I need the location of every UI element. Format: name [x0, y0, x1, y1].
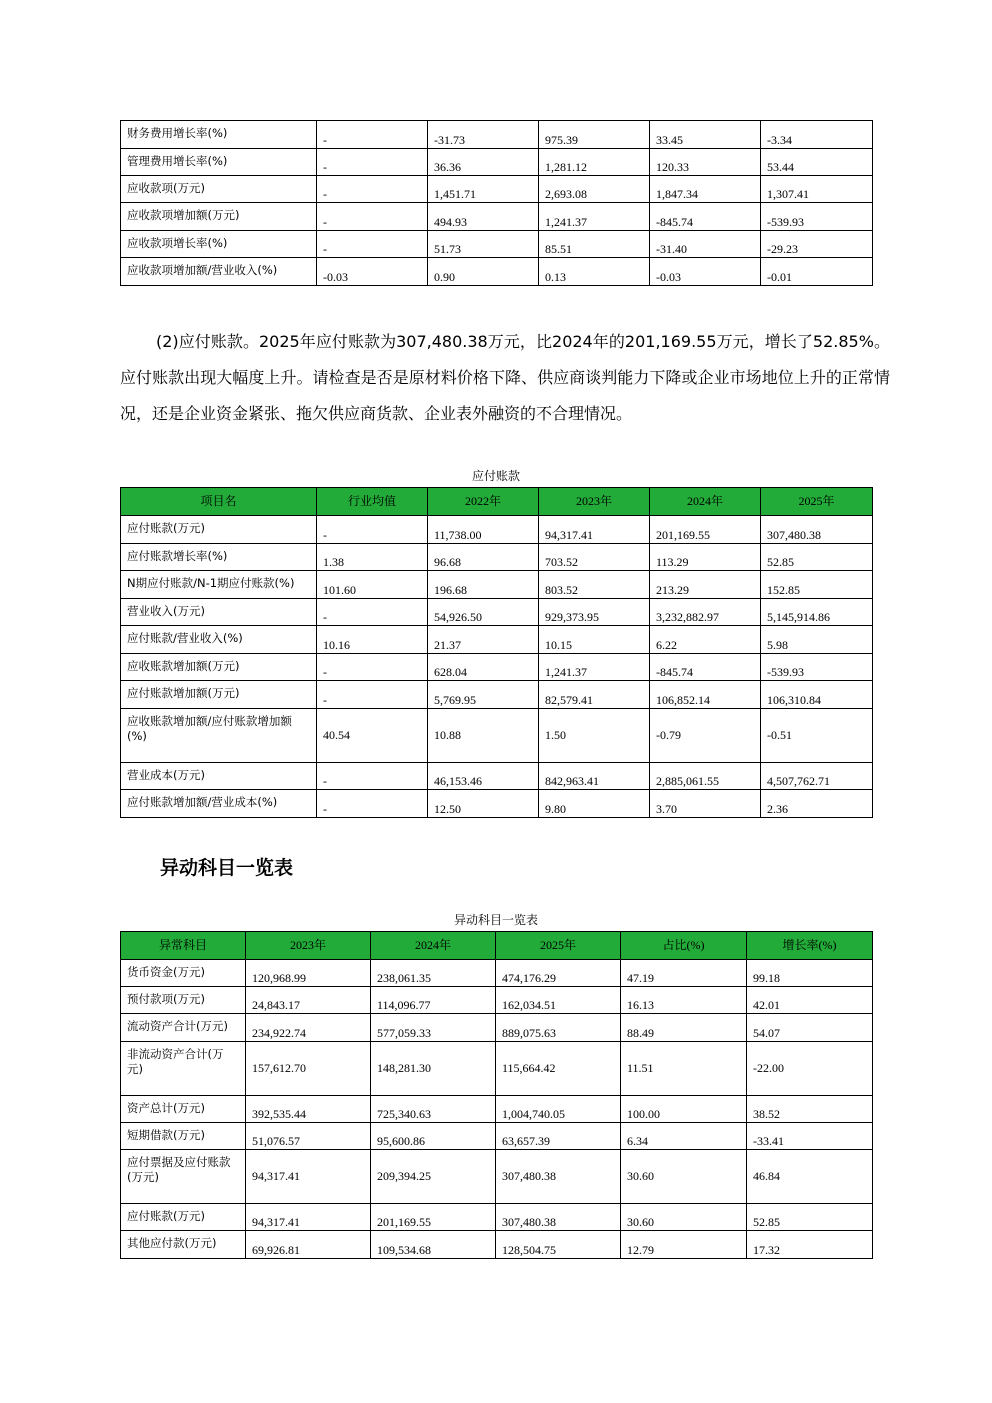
table-caption: 应付账款 [471, 469, 520, 483]
table-cell: 46,153.46 [428, 763, 539, 790]
table-cell: - [317, 121, 428, 149]
table-cell: 63,657.39 [496, 1123, 621, 1150]
row-label: 应付账款增加额/营业成本(%) [121, 790, 317, 818]
table-cell: -0.03 [317, 258, 428, 286]
table-cell: - [317, 176, 428, 203]
table-cell: 85.51 [539, 231, 650, 258]
table-body [121, 121, 873, 286]
table-body [121, 960, 873, 1259]
table-cell: 162,034.51 [496, 987, 621, 1014]
table-cell: 42.01 [747, 987, 873, 1014]
row-label: 应付账款(万元) [121, 1204, 246, 1231]
table-cell: 9.80 [539, 790, 650, 818]
expense-receivables-table [120, 120, 873, 286]
column-header: 占比(%) [621, 932, 747, 960]
table-cell: 88.49 [621, 1014, 747, 1042]
table-cell: -33.41 [747, 1123, 873, 1150]
table-cell: 238,061.35 [371, 960, 496, 987]
row-label: 预付款项(万元) [121, 987, 246, 1014]
row-label: 管理费用增长率(%) [121, 149, 317, 176]
table-cell: 12.79 [621, 1231, 747, 1259]
table-cell: 115,664.42 [496, 1042, 621, 1096]
table-cell: 213.29 [650, 571, 761, 599]
table-cell: 725,340.63 [371, 1096, 496, 1123]
column-header: 2025年 [761, 488, 873, 516]
table-cell: 5.98 [761, 626, 873, 654]
table-row [121, 1150, 873, 1204]
table-cell: 101.60 [317, 571, 428, 599]
table-cell: 30.60 [621, 1150, 747, 1204]
row-label: 应付账款(万元) [121, 516, 317, 544]
table-cell: 109,534.68 [371, 1231, 496, 1259]
row-label: 应收款项(万元) [121, 176, 317, 203]
table-cell: 51.73 [428, 231, 539, 258]
table-cell: 1,847.34 [650, 176, 761, 203]
table-row [121, 571, 873, 599]
table-cell: 100.00 [621, 1096, 747, 1123]
table-row [121, 599, 873, 626]
table-row [121, 544, 873, 571]
table-cell: 17.32 [747, 1231, 873, 1259]
table-cell: 99.18 [747, 960, 873, 987]
table-cell: 152.85 [761, 571, 873, 599]
table-cell: 1.50 [539, 709, 650, 763]
table-cell: 1,241.37 [539, 654, 650, 681]
table-row [121, 654, 873, 681]
table-cell: - [317, 681, 428, 709]
table-cell: -845.74 [650, 203, 761, 231]
table-header-row [121, 488, 873, 516]
table-cell: 33.45 [650, 121, 761, 149]
table-row [121, 231, 873, 258]
table-cell: -0.03 [650, 258, 761, 286]
table-cell: -539.93 [761, 654, 873, 681]
table-cell: 157,612.70 [246, 1042, 371, 1096]
table-cell: 5,769.95 [428, 681, 539, 709]
column-header: 2024年 [371, 932, 496, 960]
table-cell: - [317, 516, 428, 544]
row-label: 货币资金(万元) [121, 960, 246, 987]
table-row [121, 516, 873, 544]
table-cell: 10.15 [539, 626, 650, 654]
table-cell: 0.13 [539, 258, 650, 286]
table-cell: 95,600.86 [371, 1123, 496, 1150]
table-cell: 392,535.44 [246, 1096, 371, 1123]
table-cell: 703.52 [539, 544, 650, 571]
table-cell: 128,504.75 [496, 1231, 621, 1259]
table-row [121, 1014, 873, 1042]
table-cell: 1.38 [317, 544, 428, 571]
table-cell: 201,169.55 [371, 1204, 496, 1231]
table-row [121, 1123, 873, 1150]
table-cell: 82,579.41 [539, 681, 650, 709]
table-cell: - [317, 763, 428, 790]
row-label: 流动资产合计(万元) [121, 1014, 246, 1042]
table-row [121, 960, 873, 987]
table-cell: 1,241.37 [539, 203, 650, 231]
column-header: 项目名 [121, 488, 317, 516]
table-cell: 842,963.41 [539, 763, 650, 790]
table-cell: 4,507,762.71 [761, 763, 873, 790]
table-cell: 113.29 [650, 544, 761, 571]
table-cell: - [317, 231, 428, 258]
table-row [121, 763, 873, 790]
accounts-payable-table [120, 487, 873, 818]
table-cell: 10.16 [317, 626, 428, 654]
table-cell: 6.22 [650, 626, 761, 654]
column-header: 2023年 [539, 488, 650, 516]
table-row [121, 626, 873, 654]
table-cell: 494.93 [428, 203, 539, 231]
table-row [121, 790, 873, 818]
table-cell: 3.70 [650, 790, 761, 818]
table-cell: 24,843.17 [246, 987, 371, 1014]
row-label: 应付账款增长率(%) [121, 544, 317, 571]
table-cell: 46.84 [747, 1150, 873, 1204]
row-label: 非流动资产合计(万元) [121, 1042, 246, 1096]
table-cell: -539.93 [761, 203, 873, 231]
table-cell: 307,480.38 [496, 1204, 621, 1231]
table-caption: 异动科目一览表 [453, 913, 538, 927]
table-header-row [121, 932, 873, 960]
row-label: N期应付账款/N-1期应付账款(%) [121, 571, 317, 599]
table-cell: - [317, 203, 428, 231]
table-cell: -0.79 [650, 709, 761, 763]
table-cell: 96.68 [428, 544, 539, 571]
table-cell: 10.88 [428, 709, 539, 763]
table-cell: 148,281.30 [371, 1042, 496, 1096]
table-cell: -31.73 [428, 121, 539, 149]
column-header: 2023年 [246, 932, 371, 960]
section-heading: 异动科目一览表 [160, 857, 294, 879]
table-cell: 628.04 [428, 654, 539, 681]
accounts-payable-paragraph: (2)应付账款。2025年应付账款为307,480.38万元，比2024年的201,169.55万元，增长了52.85%。应付账款出现大幅度上升。请检查是否是原材料价格下降、供应商谈判能力下降或企业市场地位上升的正常情况，还是企业资金紧张、拖欠供应商货款、企业表外融资的不合理情况。 [120, 332, 890, 423]
table-cell: 196.68 [428, 571, 539, 599]
table-cell: 307,480.38 [496, 1150, 621, 1204]
table-cell: 11,738.00 [428, 516, 539, 544]
table-cell: 307,480.38 [761, 516, 873, 544]
column-header: 2022年 [428, 488, 539, 516]
table-cell: 114,096.77 [371, 987, 496, 1014]
table-cell: 106,310.84 [761, 681, 873, 709]
table-cell: 1,451.71 [428, 176, 539, 203]
table-cell: 2.36 [761, 790, 873, 818]
table-row [121, 203, 873, 231]
table-cell: -3.34 [761, 121, 873, 149]
table-cell: - [317, 654, 428, 681]
table-row [121, 149, 873, 176]
table-cell: 21.37 [428, 626, 539, 654]
table-cell: -0.01 [761, 258, 873, 286]
table-cell: 52.85 [747, 1204, 873, 1231]
table-cell: 577,059.33 [371, 1014, 496, 1042]
row-label: 其他应付款(万元) [121, 1231, 246, 1259]
table-cell: 53.44 [761, 149, 873, 176]
row-label: 资产总计(万元) [121, 1096, 246, 1123]
row-label: 应付账款增加额(万元) [121, 681, 317, 709]
table-cell: 5,145,914.86 [761, 599, 873, 626]
table-cell: 803.52 [539, 571, 650, 599]
table-cell: 40.54 [317, 709, 428, 763]
column-header: 2024年 [650, 488, 761, 516]
table-cell: 54.07 [747, 1014, 873, 1042]
row-label: 应收账款增加额/应付账款增加额(%) [121, 709, 317, 763]
column-header: 异常科目 [121, 932, 246, 960]
column-header: 增长率(%) [747, 932, 873, 960]
row-label: 应收款项增加额/营业收入(%) [121, 258, 317, 286]
table-cell: 1,004,740.05 [496, 1096, 621, 1123]
row-label: 营业收入(万元) [121, 599, 317, 626]
table-cell: -29.23 [761, 231, 873, 258]
table-cell: 975.39 [539, 121, 650, 149]
table-row [121, 987, 873, 1014]
table-cell: 2,693.08 [539, 176, 650, 203]
table-cell: 209,394.25 [371, 1150, 496, 1204]
row-label: 应收款项增长率(%) [121, 231, 317, 258]
row-label: 财务费用增长率(%) [121, 121, 317, 149]
table-cell: 11.51 [621, 1042, 747, 1096]
table-cell: 201,169.55 [650, 516, 761, 544]
table-cell: -845.74 [650, 654, 761, 681]
table-row [121, 1042, 873, 1096]
table-cell: 929,373.95 [539, 599, 650, 626]
table-cell: 94,317.41 [539, 516, 650, 544]
table-cell: 36.36 [428, 149, 539, 176]
table-cell: 234,922.74 [246, 1014, 371, 1042]
row-label: 短期借款(万元) [121, 1123, 246, 1150]
table-cell: 120.33 [650, 149, 761, 176]
table-cell: -31.40 [650, 231, 761, 258]
table-body [121, 516, 873, 818]
row-label: 应收账款增加额(万元) [121, 654, 317, 681]
table-row [121, 176, 873, 203]
table-cell: 54,926.50 [428, 599, 539, 626]
table-row [121, 121, 873, 149]
table-cell: 889,075.63 [496, 1014, 621, 1042]
table-cell: 120,968.99 [246, 960, 371, 987]
table-row [121, 258, 873, 286]
table-cell: 38.52 [747, 1096, 873, 1123]
column-header: 2025年 [496, 932, 621, 960]
table-cell: 30.60 [621, 1204, 747, 1231]
row-label: 应收款项增加额(万元) [121, 203, 317, 231]
table-cell: 52.85 [761, 544, 873, 571]
column-header: 行业均值 [317, 488, 428, 516]
table-cell: 16.13 [621, 987, 747, 1014]
row-label: 应付票据及应付账款(万元) [121, 1150, 246, 1204]
abnormal-items-table [120, 931, 873, 1259]
row-label: 应付账款/营业收入(%) [121, 626, 317, 654]
table-cell: 106,852.14 [650, 681, 761, 709]
table-cell: 47.19 [621, 960, 747, 987]
table-row [121, 1096, 873, 1123]
table-cell: -0.51 [761, 709, 873, 763]
table-cell: 2,885,061.55 [650, 763, 761, 790]
table-cell: 474,176.29 [496, 960, 621, 987]
table-cell: - [317, 599, 428, 626]
table-cell: - [317, 149, 428, 176]
table-cell: 51,076.57 [246, 1123, 371, 1150]
table-cell: 94,317.41 [246, 1150, 371, 1204]
table-cell: 6.34 [621, 1123, 747, 1150]
table-cell: 94,317.41 [246, 1204, 371, 1231]
row-label: 营业成本(万元) [121, 763, 317, 790]
table-cell: 3,232,882.97 [650, 599, 761, 626]
table-cell: 1,307.41 [761, 176, 873, 203]
table-cell: 12.50 [428, 790, 539, 818]
table-cell: - [317, 790, 428, 818]
table-row [121, 1204, 873, 1231]
table-cell: 0.90 [428, 258, 539, 286]
table-row [121, 1231, 873, 1259]
table-cell: 69,926.81 [246, 1231, 371, 1259]
table-row [121, 709, 873, 763]
table-cell: -22.00 [747, 1042, 873, 1096]
table-row [121, 681, 873, 709]
table-cell: 1,281.12 [539, 149, 650, 176]
